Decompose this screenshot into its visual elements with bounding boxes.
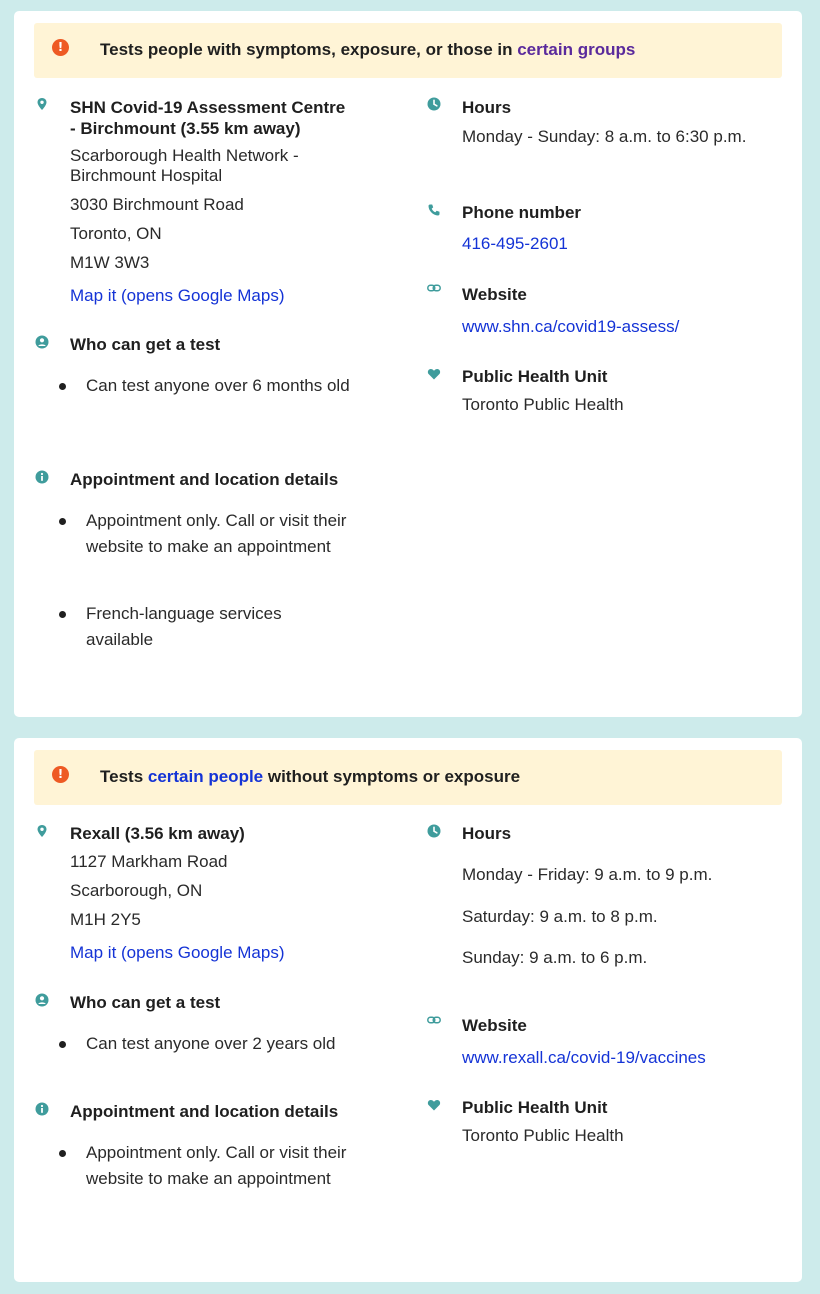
phone-number-link[interactable]: 416-495-2601 (462, 234, 568, 253)
testing-location-card (14, 738, 802, 1282)
info-icon (35, 470, 49, 484)
clock-icon (427, 824, 441, 838)
postal-code: M1H 2Y5 (70, 910, 141, 929)
testing-location-card (14, 11, 802, 717)
warning-icon: ! (52, 39, 69, 56)
map-pin-icon (35, 824, 49, 838)
clock-icon (427, 97, 441, 111)
postal-code: M1W 3W3 (70, 253, 150, 272)
hours-line: Monday - Sunday: 8 a.m. to 6:30 p.m. (462, 127, 747, 146)
city-province: Toronto, ON (70, 224, 162, 243)
website-heading: Website (462, 285, 527, 304)
heart-icon (427, 367, 441, 381)
public-health-unit-heading: Public Health Unit (462, 367, 608, 386)
who-can-get-test-heading: Who can get a test (70, 335, 221, 354)
website-link[interactable]: www.rexall.ca/covid-19/vaccines (462, 1048, 706, 1067)
hours-heading: Hours (462, 824, 512, 843)
heart-icon (427, 1098, 441, 1112)
list-bullet (59, 1041, 66, 1048)
street-address: 3030 Birchmount Road (70, 195, 244, 214)
appointment-item: Appointment only. Call or visit their website to make an appointment (86, 511, 347, 556)
eligibility-banner (34, 750, 782, 805)
link-icon (427, 1013, 441, 1027)
hours-line: Monday - Friday: 9 a.m. to 9 p.m. (462, 865, 713, 884)
appointment-details-heading: Appointment and location details (70, 1102, 339, 1121)
list-bullet (59, 518, 66, 525)
who-can-get-test-heading: Who can get a test (70, 993, 221, 1012)
phone-heading: Phone number (462, 203, 582, 222)
public-health-unit-value: Toronto Public Health (462, 395, 624, 414)
city-province: Scarborough, ON (70, 881, 203, 900)
link-icon (427, 281, 441, 295)
info-icon (35, 1102, 49, 1116)
appointment-details-heading: Appointment and location details (70, 470, 339, 489)
street-address: 1127 Markham Road (70, 852, 228, 871)
certain-people-link[interactable]: certain people (147, 767, 264, 786)
location-name: SHN Covid-19 Assessment Centre - Birchmount (3.55 km away) (70, 98, 346, 138)
certain-groups-link[interactable]: certain groups (517, 40, 636, 59)
map-pin-icon (35, 97, 49, 111)
map-it-link[interactable]: Map it (opens Google Maps) (70, 943, 285, 962)
banner-text: Tests people with symptoms, exposure, or those in certain groups (100, 40, 636, 59)
website-heading: Website (462, 1016, 527, 1035)
public-health-unit-value: Toronto Public Health (462, 1126, 624, 1145)
eligibility-item: Can test anyone over 2 years old (86, 1034, 336, 1053)
website-link[interactable]: www.shn.ca/covid19-assess/ (462, 317, 680, 336)
list-bullet (59, 383, 66, 390)
hours-heading: Hours (462, 98, 512, 117)
hours-line: Sunday: 9 a.m. to 6 p.m. (462, 948, 648, 967)
user-circle-icon (35, 335, 49, 349)
appointment-item: French-language services available (86, 604, 282, 649)
banner-text: Tests certain people without symptoms or exposure (100, 767, 521, 786)
appointment-item: Appointment only. Call or visit their website to make an appointment (86, 1143, 347, 1188)
warning-icon: ! (52, 766, 69, 783)
user-circle-icon (35, 993, 49, 1007)
eligibility-banner (34, 23, 782, 78)
location-name: Rexall (3.56 km away) (70, 824, 245, 843)
map-it-link[interactable]: Map it (opens Google Maps) (70, 286, 285, 305)
eligibility-item: Can test anyone over 6 months old (86, 376, 350, 395)
list-bullet (59, 611, 66, 618)
hours-line: Saturday: 9 a.m. to 8 p.m. (462, 907, 658, 926)
phone-icon (427, 203, 441, 217)
public-health-unit-heading: Public Health Unit (462, 1098, 608, 1117)
organization-name: Scarborough Health Network - Birchmount Hospital (70, 146, 299, 185)
list-bullet (59, 1150, 66, 1157)
